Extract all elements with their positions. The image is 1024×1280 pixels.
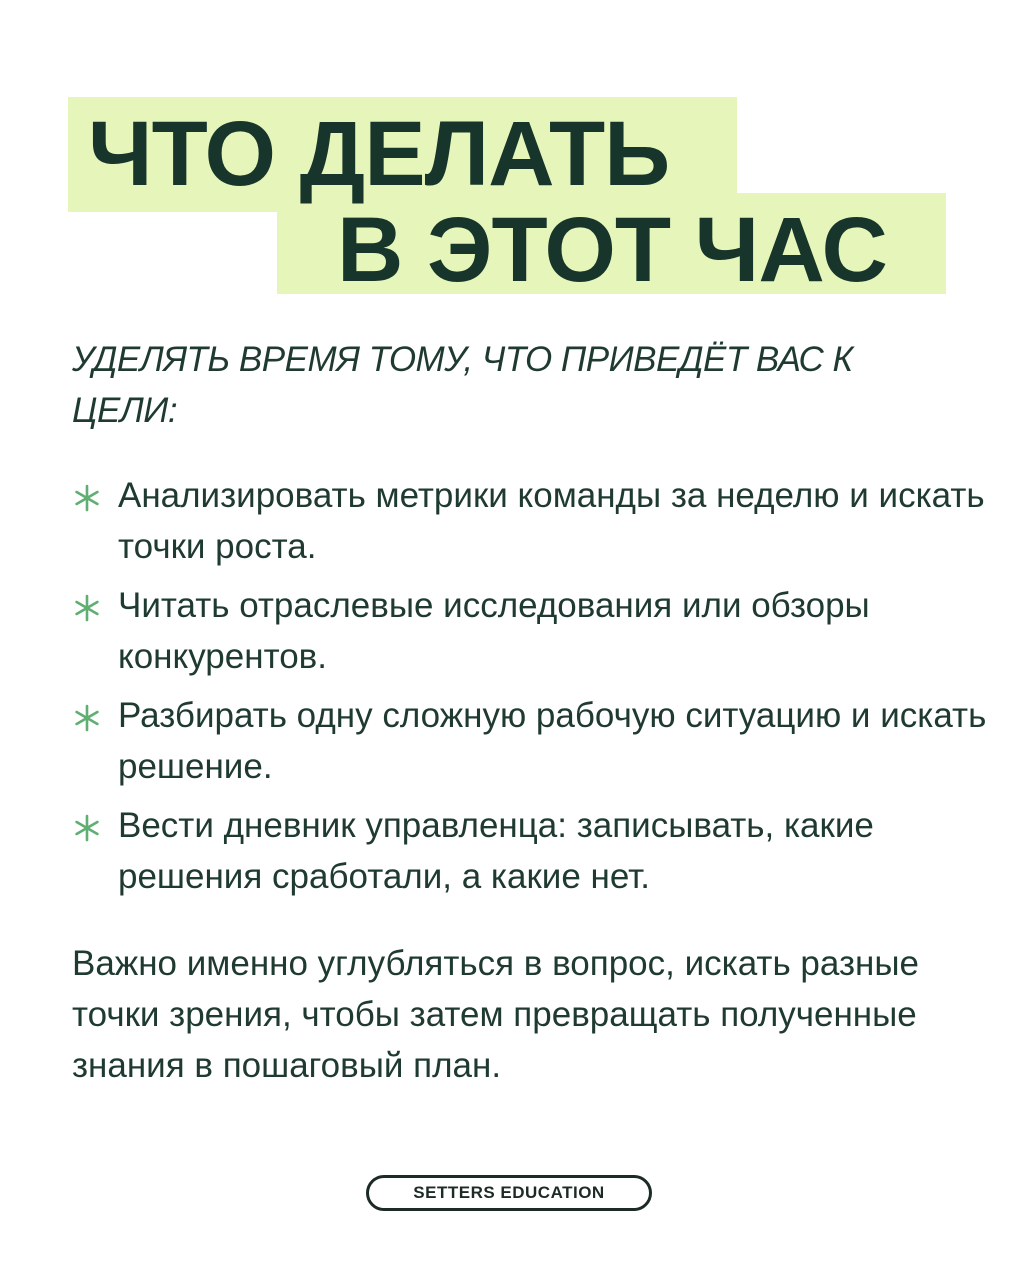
asterisk-icon (72, 703, 102, 733)
subtitle: УДЕЛЯТЬ ВРЕМЯ ТОМУ, ЧТО ПРИВЕДЁТ ВАС К ЦЕЛИ: (72, 340, 853, 430)
asterisk-icon (72, 813, 102, 843)
list-item (72, 580, 992, 682)
list-item (72, 690, 992, 792)
brand-label: SETTERS EDUCATION (413, 1183, 605, 1202)
list-item (72, 800, 992, 902)
page-title-line-2: В ЭТОТ ЧАС (337, 199, 887, 301)
list-item-text: Читать отраслевые исследования или обзоры конкурентов. (118, 586, 870, 676)
asterisk-icon (72, 593, 102, 623)
asterisk-icon (72, 483, 102, 513)
list-item-text: Вести дневник управленца: записывать, какие решения сработали, а какие нет. (118, 806, 874, 896)
tips-list (72, 470, 992, 910)
page-title-line-1: ЧТО ДЕЛАТЬ (88, 103, 670, 205)
brand-logo (366, 1175, 652, 1211)
list-item-text: Анализировать метрики команды за неделю и искать точки роста. (118, 476, 985, 566)
list-item-text: Разбирать одну сложную рабочую ситуацию и искать решение. (118, 696, 987, 786)
list-item (72, 470, 992, 572)
closing-paragraph: Важно именно углубляться в вопрос, искать разные точки зрения, чтобы затем превращать полученные знания в пошаговый план. (72, 944, 919, 1085)
